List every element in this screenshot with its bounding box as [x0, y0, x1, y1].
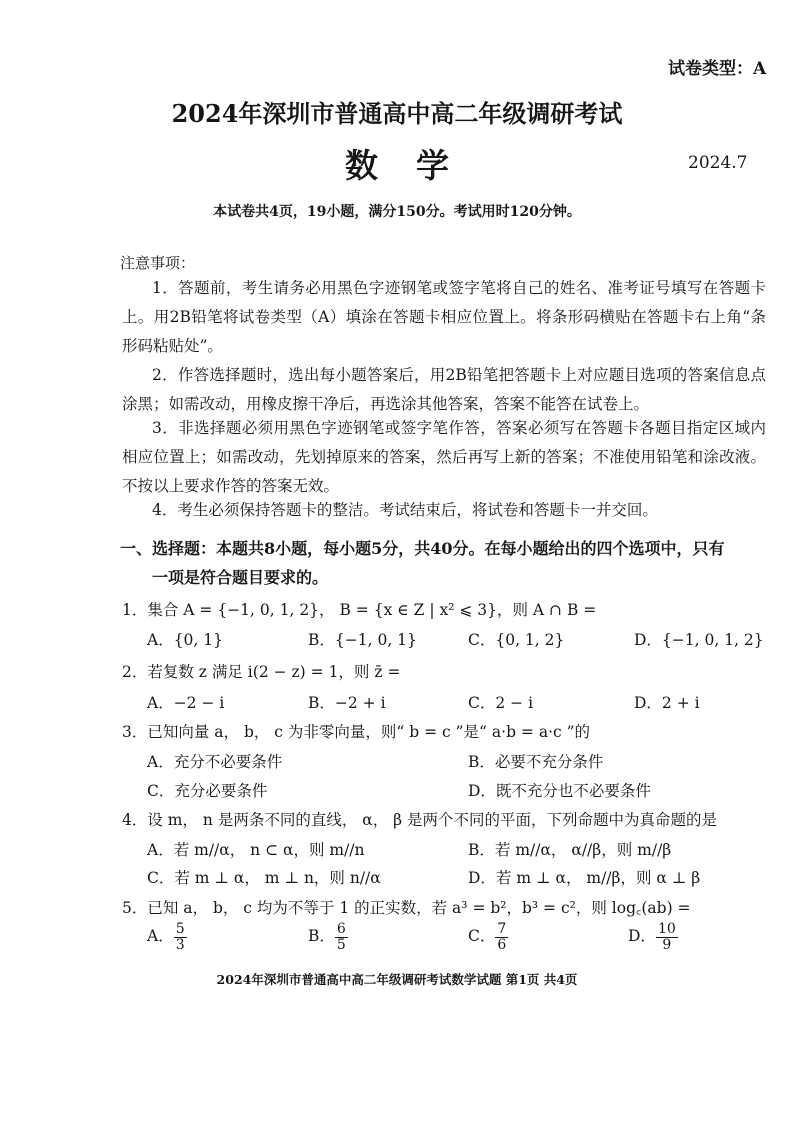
fraction-denominator: 3: [175, 936, 185, 953]
question-5-option-d: [628, 922, 678, 952]
fraction-denominator: 5: [336, 936, 346, 953]
fraction-denominator: 6: [497, 936, 507, 953]
option-label: C．: [468, 927, 496, 946]
fraction-denominator: 9: [662, 936, 672, 953]
fraction-numerator: 7: [497, 921, 507, 937]
fraction-numerator: 10: [657, 921, 676, 937]
fraction-numerator: 6: [336, 921, 346, 937]
fraction-numerator: 5: [175, 921, 185, 937]
question-3-option-d: D．既不充分也不必要条件: [468, 782, 651, 800]
question-2-option-c: C．2 − i: [468, 694, 534, 712]
question-4-stem: 4．设 m， n 是两条不同的直线， α， β 是两个不同的平面，下列命题中为真命题的是: [122, 811, 718, 829]
question-4-option-a: A．若 m//α， n ⊂ α，则 m//n: [147, 841, 365, 859]
question-3-option-c: C．充分必要条件: [147, 782, 268, 800]
question-5-option-b: [308, 922, 348, 952]
option-label: B．: [308, 927, 335, 946]
question-4-option-b: B．若 m//α， α//β，则 m//β: [468, 841, 672, 859]
fraction: [335, 922, 348, 952]
page-footer: 2024年深圳市普通高中高二年级调研考试数学试题 第1页 共4页: [216, 972, 578, 987]
note-item: 4．考生必须保持答题卡的整洁。考试结束后，将试卷和答题卡一并交回。: [152, 501, 658, 519]
question-5-option-c: [468, 922, 508, 952]
question-2-option-d: D．2 + i: [634, 694, 700, 712]
question-3-option-a: A．充分不必要条件: [147, 753, 283, 771]
question-2-stem: 2．若复数 z 满足 i(2 − z) = 1，则 z̄ =: [122, 663, 401, 681]
exam-info: 本试卷共4页，19小题，满分150分。考试用时120分钟。: [213, 204, 581, 220]
question-2-option-a: A．−2 − i: [147, 694, 225, 712]
question-2-option-b: B．−2 + i: [308, 694, 386, 712]
question-5-option-a: [147, 922, 187, 952]
note-item: 1．答题前，考生请务必用黑色字迹钢笔或签字笔将自己的姓名、准考证号填写在答题卡上。用2B铅笔将试卷类型（A）填涂在答题卡相应位置上。将条形码横贴在答题卡右上角“条形码粘贴处”。: [122, 279, 766, 355]
note-item: 2．作答选择题时，选出每小题答案后，用2B铅笔把答题卡上对应题目选项的答案信息点涂黑；如需改动，用橡皮擦干净后，再选涂其他答案，答案不能答在试卷上。: [122, 366, 766, 413]
question-3-stem: 3．已知向量 a， b， c 为非零向量，则“ b = c ”是“ a·b = a·c ”的: [122, 723, 591, 741]
note-item: 3．非选择题必须用黑色字迹钢笔或签字笔作答，答案必须写在答题卡各题目指定区域内相应位置上；如需改动，先划掉原来的答案，然后再写上新的答案；不准使用铅笔和涂改液。不按以上要求作答的答案无效。: [122, 419, 766, 495]
question-1-option-b: B．{−1, 0, 1}: [308, 631, 417, 649]
paper-type-label: 试卷类型：A: [668, 59, 767, 79]
question-1-option-d: D．{−1, 0, 1, 2}: [634, 631, 764, 649]
question-3-option-b: B．必要不充分条件: [468, 753, 604, 771]
fraction: [656, 922, 678, 952]
exam-title: 2024年深圳市普通高中高二年级调研考试: [171, 99, 623, 128]
option-label: A．: [147, 927, 174, 946]
section-title-line2: 一项是符合题目要求的。: [152, 568, 329, 587]
exam-date: 2024.7: [688, 153, 748, 173]
question-1-option-c: C．{0, 1, 2}: [468, 631, 565, 649]
question-1-stem: 1．集合 A = {−1, 0, 1, 2}， B = {x ∈ Z | x² ⩽ 3}，则 A ∩ B =: [122, 601, 597, 619]
question-4-option-d: D．若 m ⊥ α， m//β，则 α ⊥ β: [468, 869, 701, 887]
fraction: [174, 922, 187, 952]
option-label: D．: [628, 927, 656, 946]
question-4-option-c: C．若 m ⊥ α， m ⊥ n，则 n//α: [147, 869, 381, 887]
question-5-stem: 5．已知 a， b， c 均为不等于 1 的正实数，若 a³ = b²，b³ = c²，则 log꜀(ab) =: [122, 899, 691, 917]
notes-title: 注意事项：: [120, 254, 196, 272]
fraction: [495, 922, 508, 952]
subject-title: 数学: [345, 146, 487, 185]
question-1-option-a: A．{0, 1}: [147, 631, 223, 649]
section-title-line1: 一、选择题：本题共8小题，每小题5分，共40分。在每小题给出的四个选项中，只有: [120, 539, 725, 558]
section-title: [120, 534, 768, 592]
